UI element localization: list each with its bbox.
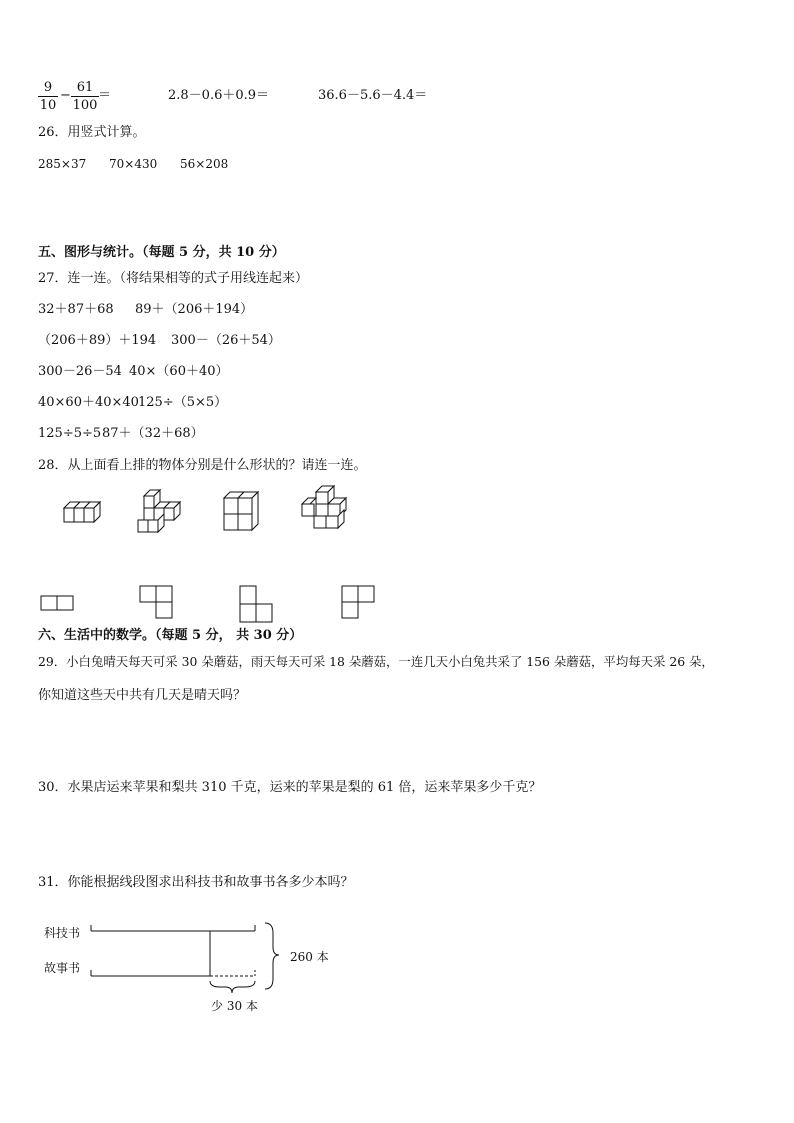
expression-3: 36.6－5.6－4.4＝: [318, 88, 428, 103]
top-view-shape-3: [238, 584, 278, 626]
q27-left-1: 32＋87＋68: [38, 302, 114, 317]
fraction-nine-tenths: [38, 80, 58, 113]
q26-item-3: 56×208: [180, 157, 229, 171]
equals-sign: ＝: [98, 88, 112, 103]
q26-item-2: 70×430: [109, 157, 158, 171]
question-26-title: 26．用竖式计算。: [38, 125, 146, 140]
cube-figure-1: [56, 496, 106, 536]
fraction-sixty-one-hundredths: [71, 80, 99, 113]
section-6-heading: 六、生活中的数学。（每题 5 分， 共 30 分）: [38, 628, 303, 643]
q27-right-1: 89＋（206＋194）: [135, 302, 254, 317]
label-science-books: 科技书: [44, 926, 81, 940]
top-view-shape-4: [340, 584, 380, 624]
minus-sign: −: [60, 88, 71, 103]
expression-2: 2.8－0.6＋0.9＝: [168, 88, 270, 103]
question-29-line-1: 29．小白兔晴天每天可采 30 朵蘑菇，雨天每天可采 18 朵蘑菇，一连几天小白兔共采了 156 朵蘑菇，平均每天采 26 朵，: [38, 654, 714, 669]
q27-right-4: 125÷（5×5）: [138, 395, 228, 410]
q27-right-3: 40×（60＋40）: [129, 364, 229, 379]
fraction-bar: [38, 96, 58, 97]
section-5-heading: 五、图形与统计。（每题 5 分，共 10 分）: [38, 245, 285, 260]
fraction-denominator: 10: [39, 98, 57, 113]
q27-left-3: 300－26－54: [38, 364, 122, 379]
fraction-numerator: 9: [43, 80, 53, 95]
question-30: 30．水果店运来苹果和梨共 310 千克，运来的苹果是梨的 61 倍，运来苹果多少千克？: [38, 780, 542, 795]
cube-figure-3: [218, 488, 273, 538]
q27-left-2: （206＋89）＋194: [38, 333, 157, 348]
label-story-books: 故事书: [44, 961, 81, 975]
top-view-shape-1: [40, 594, 76, 614]
question-29-line-2: 你知道这些天中共有几天是晴天吗？: [38, 688, 247, 703]
cube-figure-4: [298, 482, 358, 538]
fraction-denominator: 100: [72, 98, 98, 113]
q27-right-5: 87＋（32＋68）: [102, 426, 204, 441]
question-28-title: 28．从上面看上排的物体分别是什么形状的？请连一连。: [38, 458, 367, 473]
question-27-title: 27．连一连。（将结果相等的式子用线连起来）: [38, 271, 309, 286]
line-segment-diagram: [85, 915, 285, 1005]
q27-left-4: 40×60＋40×40: [38, 395, 139, 410]
fraction-bar: [71, 96, 99, 97]
fraction-numerator: 61: [76, 80, 94, 95]
q27-left-5: 125÷5÷5: [38, 426, 102, 441]
top-view-shape-2: [138, 584, 178, 624]
total-label: 260 本: [290, 950, 329, 964]
q27-right-2: 300－（26＋54）: [171, 333, 281, 348]
cube-figure-2: [134, 486, 189, 538]
q26-item-1: 285×37: [38, 157, 87, 171]
question-31: 31．你能根据线段图求出科技书和故事书各多少本吗？: [38, 875, 354, 890]
difference-label: 少 30 本: [211, 999, 258, 1013]
